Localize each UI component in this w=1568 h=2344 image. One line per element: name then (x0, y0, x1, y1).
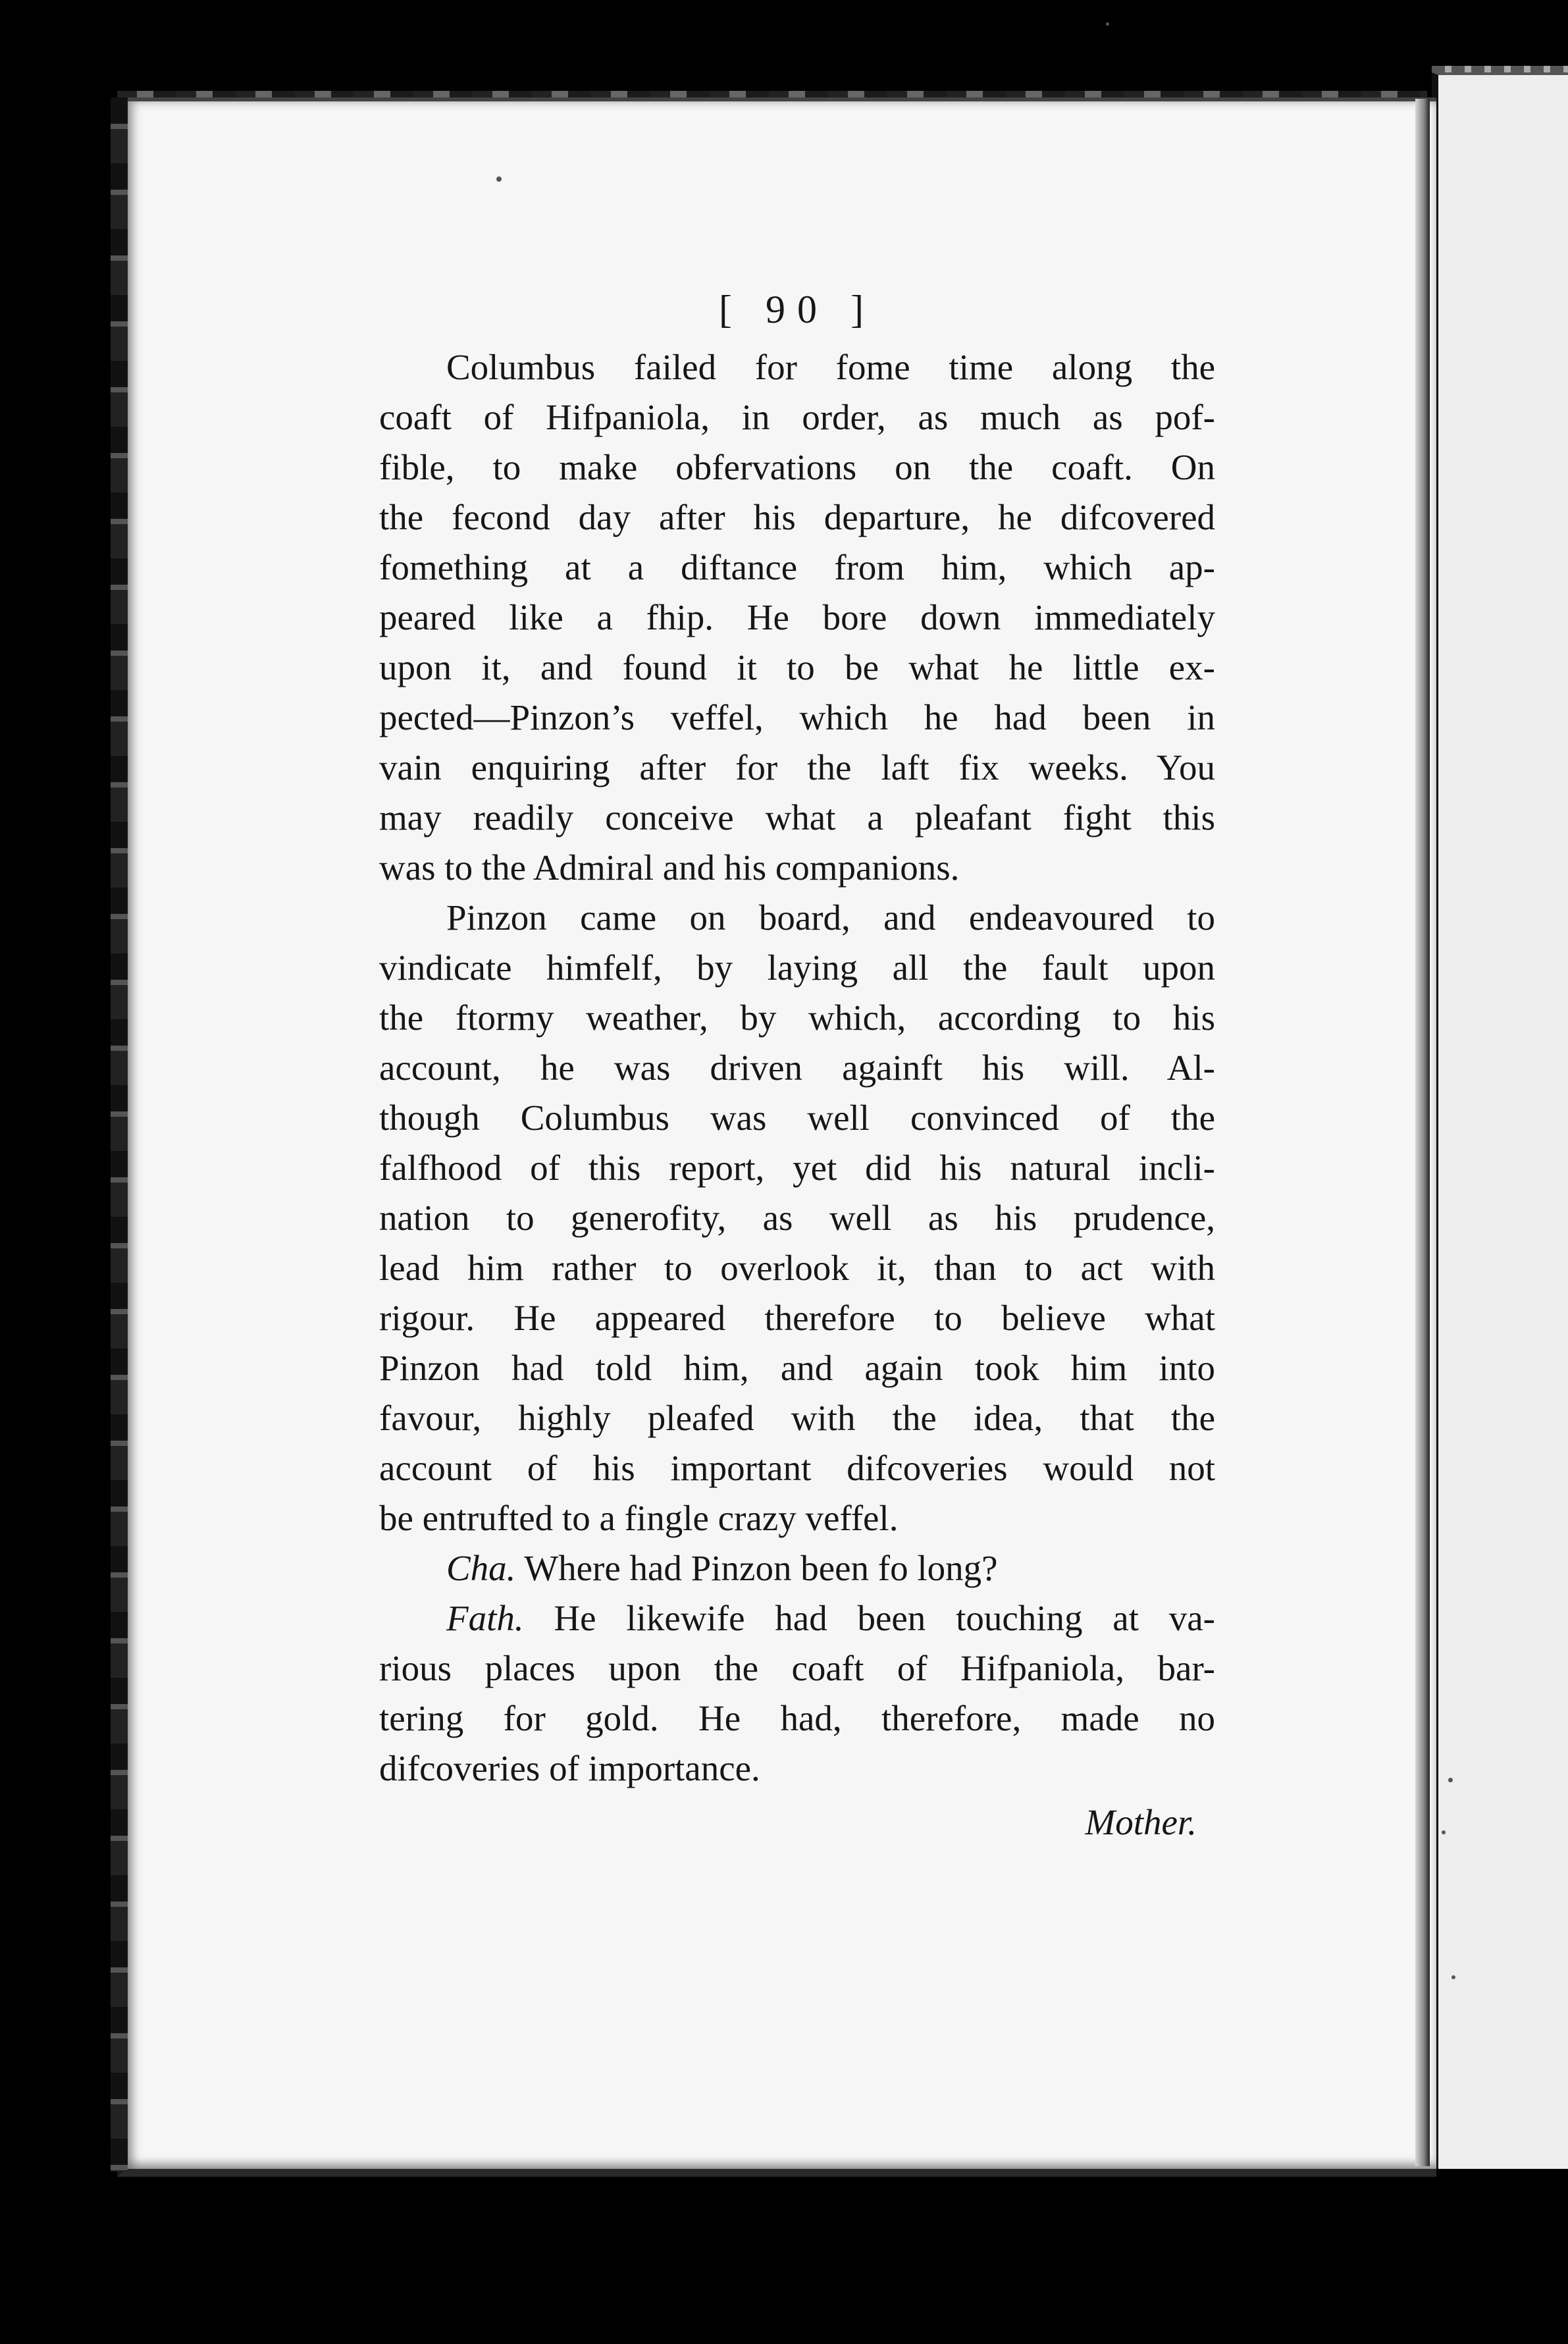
next-page (1432, 72, 1568, 2169)
text-line: vindicate himfelf, by laying all the fault upon (379, 947, 1215, 988)
text-line: upon it, and found it to be what he little ex- (379, 647, 1215, 687)
text-line: Pinzon had told him, and again took him into (379, 1348, 1215, 1388)
text-line: fomething at a diftance from him, which ap- (379, 547, 1215, 587)
text-line: Columbus failed for fome time along the (446, 347, 1215, 387)
text-line: Pinzon came on board, and endeavoured to (446, 897, 1215, 938)
page-edge-right (1415, 99, 1430, 2166)
text-line: difcoveries of importance. (379, 1748, 760, 1788)
page-number: [ 90 ] (719, 288, 875, 331)
text-line: the ftormy weather, by which, according to his (379, 998, 1215, 1038)
text-line: nation to generofity, as well as his prudence, (379, 1198, 1215, 1238)
text-line: falfhood of this report, yet did his natural incli- (379, 1148, 1215, 1188)
text-line: vain enquiring after for the laft fix weeks. You (379, 747, 1215, 787)
text-line: was to the Admiral and his companions. (379, 847, 960, 888)
text-line: account, he was driven againft his will. Al- (379, 1048, 1215, 1088)
dialogue-text: He likewife had been touching at va- (554, 1598, 1216, 1638)
text-line: favour, highly pleafed with the idea, that the (379, 1398, 1215, 1438)
dialogue-text: Where had Pinzon been fo long? (524, 1548, 998, 1588)
paragraph-2 (379, 893, 1215, 1543)
text-line: tering for gold. He had, therefore, made no (379, 1698, 1215, 1738)
text-line: fible, to make obfervations on the coaft. On (379, 447, 1215, 487)
dialogue-line (379, 1593, 1215, 1643)
dialogue-line (379, 1543, 1215, 1593)
paragraph-1 (379, 342, 1215, 893)
text-line: may readily conceive what a pleafant fight this (379, 797, 1215, 838)
text-line: peared like a fhip. He bore down immediately (379, 597, 1215, 637)
speaker-name: Fath. (446, 1598, 524, 1638)
text-line: account of his important difcoveries would not (379, 1448, 1215, 1488)
text-line: lead him rather to overlook it, than to act with (379, 1248, 1215, 1288)
text-line: rigour. He appeared therefore to believe what (379, 1298, 1215, 1338)
page-text (379, 284, 1215, 1848)
text-line: though Columbus was well convinced of the (379, 1098, 1215, 1138)
next-page-edge (1432, 66, 1568, 72)
text-line: coaft of Hifpaniola, in order, as much as pof- (379, 397, 1215, 437)
speaker-name: Cha. (446, 1548, 516, 1588)
dialogue-fath (379, 1593, 1215, 1794)
text-line: be entrufted to a fingle crazy veffel. (379, 1498, 899, 1538)
page-edge-left (111, 97, 128, 2171)
dialogue-cha (379, 1543, 1215, 1593)
text-line: the fecond day after his departure, he difcovered (379, 497, 1215, 537)
catchword: Mother. (1085, 1802, 1197, 1842)
text-line: rious places upon the coaft of Hifpaniola, bar- (379, 1648, 1215, 1688)
text-line: pected—Pinzon’s veffel, which he had been in (379, 697, 1215, 737)
